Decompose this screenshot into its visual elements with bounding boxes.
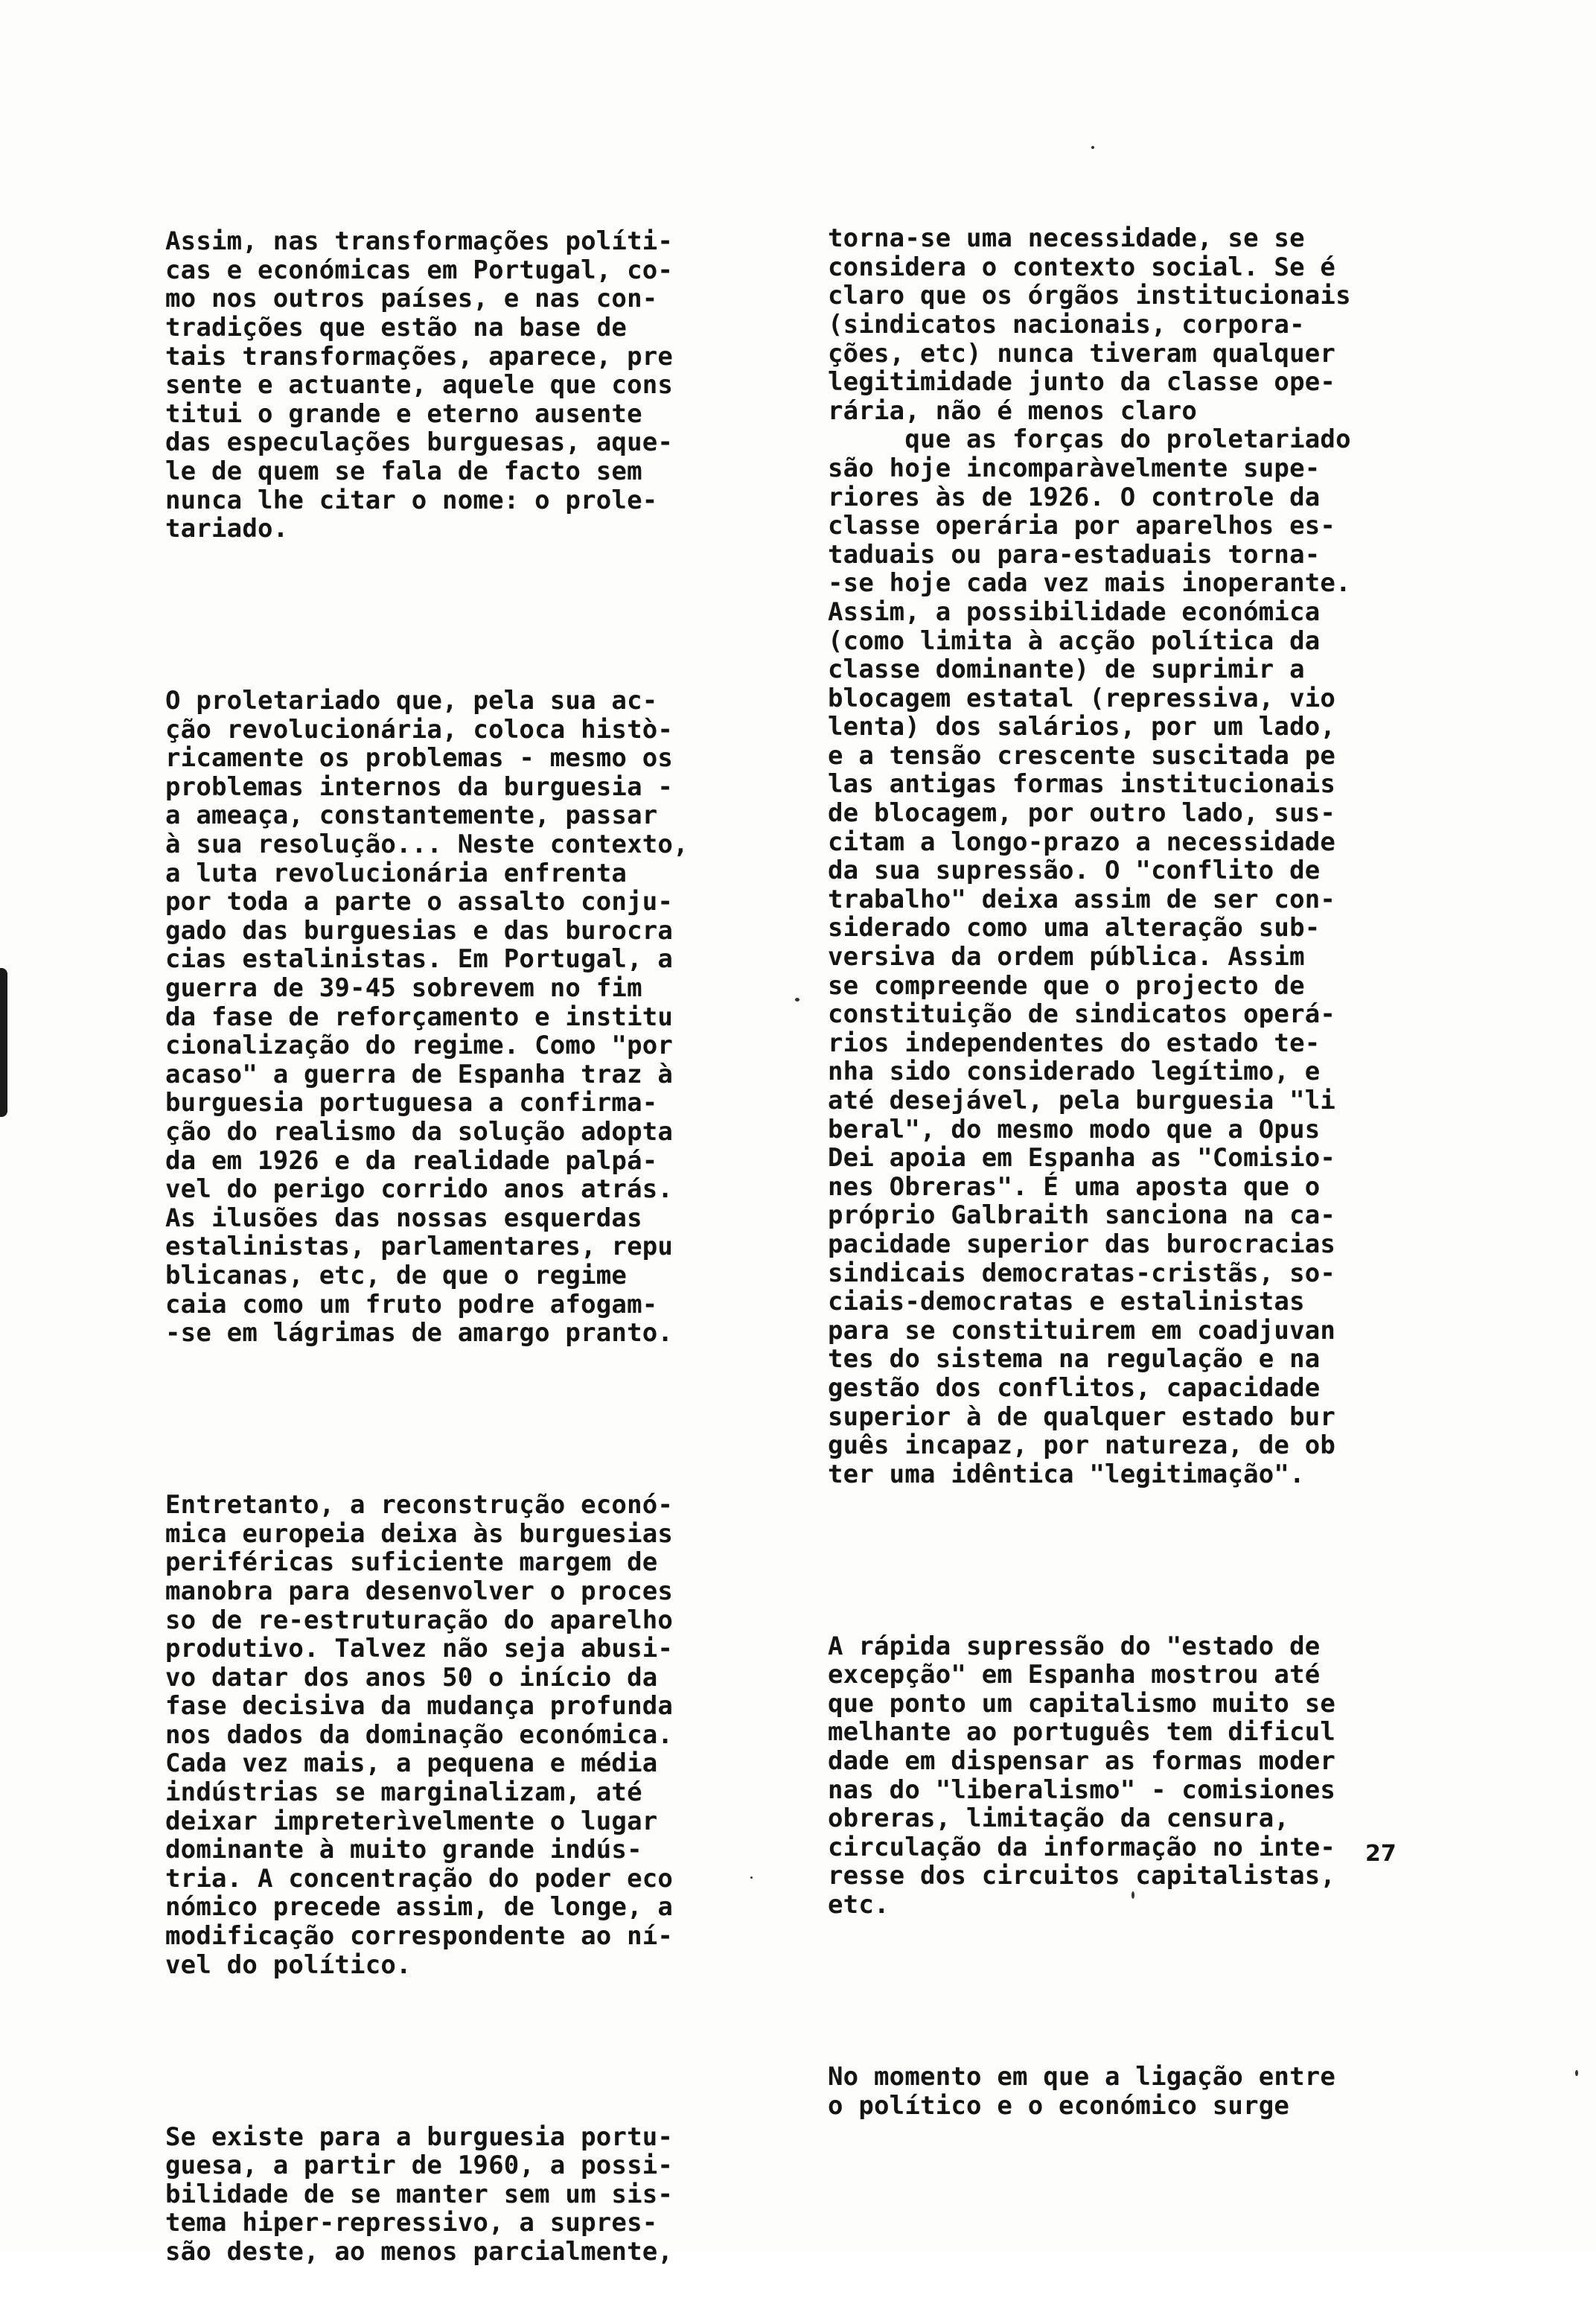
page-number: 27	[1365, 1841, 1396, 1867]
right-text-column	[828, 167, 1446, 2177]
scan-edge-mark	[0, 968, 7, 1117]
paragraph-reconstrucao-economica: Entretanto, a reconstrução econó- mica europeia deixa às burguesias periféricas suficiente margem de manobra para desenvolver o proces so de re-estruturação do aparelho produtivo. Talvez não seja abusi- vo datar dos anos 50 o início da fase decisiva da mudança profunda nos dados da dominação económica. Cada vez mais, a pequena e média indústrias se marginalizam, até deixar impreterìvelmente o lugar dominante à muito grande indús- tria. A concentração do poder eco nómico precede assim, de longe, a modificação correspondente ao ní- vel do político.	[165, 1490, 674, 1980]
paragraph-accao-revolucionaria: O proletariado que, pela sua ac- ção revolucionária, coloca histò- ricamente os problemas - mesmo os problemas internos da burguesia - a ameaça, constantemente, passar à sua resolução... Neste contexto, a luta revolucionária enfrenta por toda a parte o assalto conju- gado das burguesias e das burocra cias estalinistas. Em Portugal, a guerra de 39-45 sobrevem no fim da fase de reforçamento e institu cionalização do regime. Como "por acaso" a guerra de Espanha traz à burguesia portuguesa a confirma- ção do realismo da solução adopta da em 1926 e da realidade palpá- vel do perigo corrido anos atrás. As ilusões das nossas esquerdas estalinistas, parlamentares, repu blicanas, etc, de que o regime caia como um fruto podre afogam- -se em lágrimas de amargo pranto.	[165, 686, 689, 1349]
scan-speck	[750, 1876, 753, 1879]
paragraph-ligacao-politico-economico: No momento em que a ligação entre o político e o económico surge	[828, 2062, 1336, 2121]
scan-speck	[1575, 2070, 1578, 2076]
paragraph-estado-de-excepcao: A rápida supressão do "estado de excepção" em Espanha mostrou até que ponto um capitalismo muito se melhante ao português tem dificul dade em dispensar as formas moder nas do "liberalismo" - comisiones obreras, limitação da censura, circulação da informação no inte- resse dos circuitos capitalistas, etc.	[828, 1631, 1336, 1920]
scan-speck	[1091, 146, 1094, 149]
left-text-column	[165, 170, 753, 2324]
paragraph-proletariado-intro: Assim, nas transformações políti- cas e económicas em Portugal, co- mo nos outros países, e nas con- tradições que estão na base de tais transformações, aparece, pre sente e actuante, aquele que cons titui o grande e eterno ausente das especulações burguesas, aque- le de quem se fala de facto sem nunca lhe citar o nome: o prole- tariado.	[165, 226, 674, 544]
scan-speck	[1131, 1891, 1134, 1899]
scan-speck	[795, 998, 799, 1002]
paragraph-necessidade-contexto-social: torna-se uma necessidade, se se considera o contexto social. Se é claro que os órgãos institucionais (sindicatos nacionais, corpora- ções, etc) nunca tiveram qualquer legitimidade junto da classe ope- rária, não é menos claro que as forças do proletariado são hoje incomparàvelmente supe- riores às de 1926. O controle da classe operária por aparelhos es- taduais ou para-estaduais torna- -se hoje cada vez mais inoperante. Assim, a possibilidade económica (como limita à acção política da classe dominante) de suprimir a blocagem estatal (repressiva, vio lenta) dos salários, por um lado, e a tensão crescente suscitada pe las antigas formas institucionais de blocagem, por outro lado, sus- citam a longo-prazo a necessidade da sua supressão. O "conflito de trabalho" deixa assim de ser con- siderado como uma alteração sub- versiva da ordem pública. Assim se compreende que o projecto de constituição de sindicatos operá- rios independentes do estado te- nha sido considerado legítimo, e até desejável, pela burguesia "li beral", do mesmo modo que a Opus Dei apoia em Espanha as "Comisio- nes Obreras". É uma aposta que o próprio Galbraith sanciona na ca- pacidade superior das burocracias sindicais democratas-cristãs, so- ciais-democratas e estalinistas para se constituirem em coadjuvan tes do sistema na regulação e na gestão dos conflitos, capacidade superior à de qualquer estado bur guês incapaz, por natureza, de ob ter uma idêntica "legitimação".	[828, 223, 1351, 1489]
paragraph-burguesia-1960: Se existe para a burguesia portu- guesa, a partir de 1960, a possi- bilidade de se manter sem um sis- tema hiper-repressivo, a supres- são deste, ao menos parcialmente,	[165, 2121, 674, 2267]
